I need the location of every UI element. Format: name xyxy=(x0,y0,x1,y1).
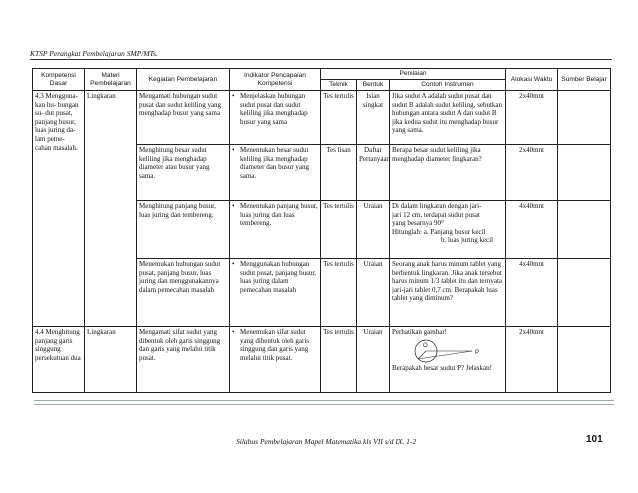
bullet-icon: • xyxy=(232,202,235,210)
indikator-text: Menjelaskan hubungan sudut pusat dan sudut keliling jika menghadap busur yang sama xyxy=(240,92,308,126)
indikator-cell xyxy=(230,201,321,259)
kd-cell: 4.3 Mengguna- kan hu- bungan su- dut pusat, panjang busur, luas juring da- lam peme- cahan masalah. xyxy=(33,91,85,327)
indikator-cell xyxy=(230,327,321,393)
teknik-cell: Tes tertulis xyxy=(321,201,357,259)
bentuk-cell: Daftar Pertanyaan xyxy=(357,145,390,201)
bullet-icon: • xyxy=(232,328,235,336)
col-kompetensi-dasar: Kompetensi Dasar xyxy=(33,69,85,91)
indikator-text: Menggunakan hubungan sudut pusat, panjang busur, luas juring dalam pemecahan masalah xyxy=(240,260,317,294)
indikator-cell xyxy=(230,259,321,327)
header-rule xyxy=(30,59,612,60)
syllabus-table xyxy=(32,68,611,393)
col-sumber: Sumber Belajar xyxy=(558,69,611,91)
contoh-cell xyxy=(390,327,506,393)
col-penilaian: Penilaian xyxy=(321,69,506,80)
footer-rule xyxy=(34,404,614,405)
label-o: O xyxy=(423,342,428,349)
circle-tangent-figure xyxy=(412,338,492,364)
contoh-cell: Berapa besar sudut keliling jika menghadap diameter lingkaran? xyxy=(390,145,506,201)
contoh-question: Berapakah besar sudut P? Jelaskan! xyxy=(392,363,492,372)
bullet-icon: • xyxy=(232,260,235,268)
contoh-line: Hitunglah: a. Panjang busur kecil xyxy=(392,227,486,236)
materi-cell: Lingkaran xyxy=(85,91,137,327)
footer-rule xyxy=(34,400,614,401)
col-indikator: Indikator Pencapaian Kompetensi xyxy=(230,69,321,91)
sumber-cell xyxy=(558,91,611,145)
teknik-cell: Tes tertulis xyxy=(321,327,357,393)
bullet-icon: • xyxy=(232,92,235,100)
header-row-1 xyxy=(33,69,611,80)
sumber-cell xyxy=(558,327,611,393)
col-materi: Materi Pembelajaran xyxy=(85,69,137,91)
teknik-cell: Tes lisan xyxy=(321,145,357,201)
alokasi-cell: 2x40mnt xyxy=(506,327,558,393)
tangent-line xyxy=(418,351,472,359)
col-contoh: Contoh Instrumen xyxy=(390,80,506,91)
kd-cell: 4.4 Menghitung panjang garis singgung persekutuan dua xyxy=(33,327,85,393)
col-bentuk: Bentuk xyxy=(357,80,390,91)
alokasi-cell: 4x40mnt xyxy=(506,201,558,259)
kegiatan-cell: Menemukan hubungan sudut pusat, panjang busur, luas juring dan menggunakannya dalam pemecahan masalah xyxy=(137,259,230,327)
document-header: KTSP Perangkat Pembelajaran SMP/MTs. xyxy=(30,49,158,58)
col-kegiatan: Kegiatan Pembelajaran xyxy=(137,69,230,91)
contoh-cell: Seorang anak harus minum tablet yang berbentuk lingkaran. Jika anak tersebut harus minum 1/3 tablet itu dan ternyata jari-jari tablet 0,7 cm. Berapakah luas tablet yang diminum? xyxy=(390,259,506,327)
alokasi-cell: 4x40mnt xyxy=(506,259,558,327)
contoh-line: yang besarnya 90⁰ xyxy=(392,219,444,228)
alokasi-cell: 2x40mnt xyxy=(506,145,558,201)
contoh-line: jari 12 cm, terdapat sudut pusat xyxy=(392,210,480,219)
kegiatan-cell: Mengamati hubungan sudut pusat dan sudut keliling yang menghadap busur yang sama xyxy=(137,91,230,145)
sumber-cell xyxy=(558,145,611,201)
page-number: 101 xyxy=(586,434,603,445)
contoh-cell: Jika sudut A adalah sudut pusat dan sudut B adalah sudut keliling, sebutkan hubungan antara sudut A dan sudut B jika kedua sudut itu menghadap busur yang sama. xyxy=(390,91,506,145)
kegiatan-cell: Menghitung besar sudut keliling jika menghadap diameter atau busur yang sama. xyxy=(137,145,230,201)
indikator-text: Menemukan sifat sudut yang dibentuk oleh garis singgung dan garis yang melalui titik pusat. xyxy=(240,328,310,362)
col-teknik: Teknik xyxy=(321,80,357,91)
indikator-cell xyxy=(230,91,321,145)
table-row xyxy=(33,91,611,145)
bullet-icon: • xyxy=(232,146,235,154)
col-alokasi: Alokasi Waktu xyxy=(506,69,558,91)
sumber-cell xyxy=(558,201,611,259)
contoh-cell xyxy=(390,201,506,259)
contoh-intro: Perhatikan gambar! xyxy=(392,328,448,336)
bentuk-cell: Isian singkat xyxy=(357,91,390,145)
teknik-cell: Tes tertulis xyxy=(321,259,357,327)
bentuk-cell: Uraian xyxy=(357,201,390,259)
contoh-line: Di dalam lingkaran dengan jari- xyxy=(392,202,482,210)
bentuk-cell: Uraian xyxy=(357,259,390,327)
footer-text: Silabus Pembelajaran Mapel Matematika kls VII s/d IX. 1-2 xyxy=(236,437,417,446)
sumber-cell xyxy=(558,259,611,327)
kegiatan-cell: Menghitung panjang busur, luas juring dan tembereng. xyxy=(137,201,230,259)
materi-cell: Lingkaran xyxy=(85,327,137,393)
table-row xyxy=(33,327,611,393)
contoh-line: b. luas juring kecil xyxy=(441,236,494,245)
bentuk-cell: Uraian xyxy=(357,327,390,393)
teknik-cell: Tes tertulis xyxy=(321,91,357,145)
kegiatan-cell: Mengamati sifat sudut yang dibentuk oleh garis singgung dan garis yang melalui titik pusat. xyxy=(137,327,230,393)
indikator-text: Menentukan panjang busur, luas juring dan luas tembereng. xyxy=(240,202,318,228)
indikator-text: Menentukan besar sudut keliling jika menghadap diameter dan busur yang sama. xyxy=(240,146,310,180)
indikator-cell xyxy=(230,145,321,201)
alokasi-cell: 2x40mnt xyxy=(506,91,558,145)
label-p: P xyxy=(475,349,480,356)
